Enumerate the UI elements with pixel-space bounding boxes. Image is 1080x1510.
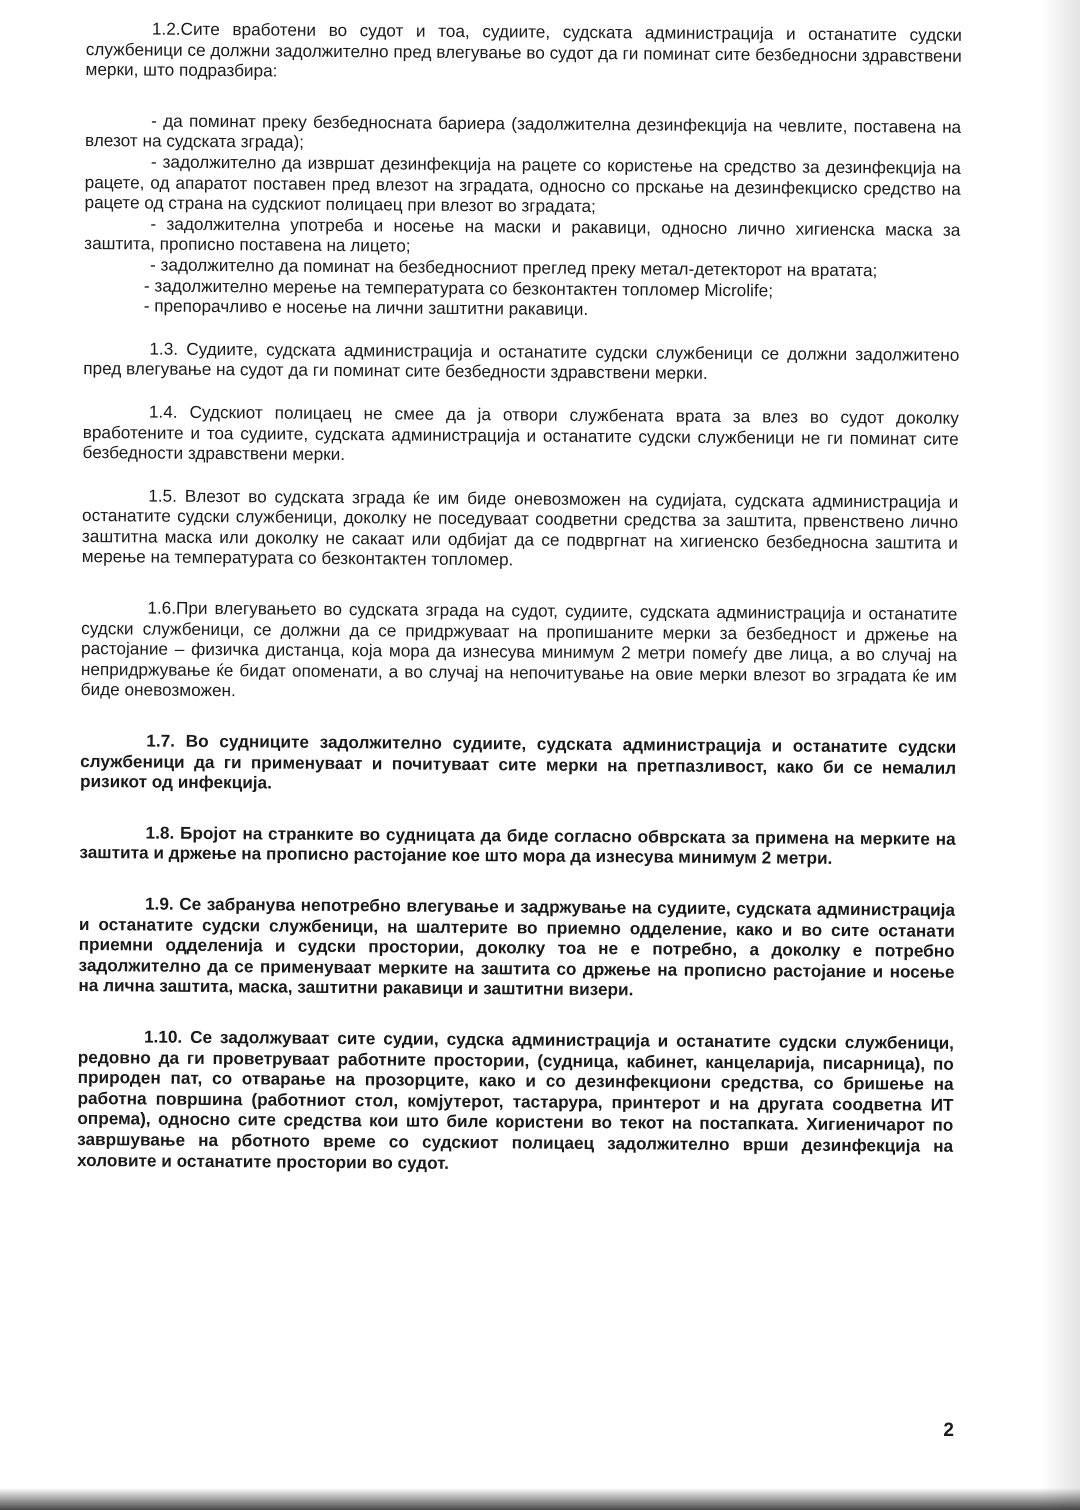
bullet-item: - задолжителна употреба и носење на маски и ракавици, односно лично хигиенска маска за заштита, прописно поставена на лицето;	[84, 213, 961, 256]
paragraph-1-3: 1.3. Судиите, судската администрација и останатите судски службеници се должни задолжитено пред влегување на судот да ги поминат сите безбедности здравствени мерки.	[83, 338, 960, 384]
document-body	[77, 18, 962, 1177]
scan-shadow-bottom	[0, 1488, 1080, 1510]
paragraph-1-6: 1.6.При влегувањето во судската зграда на судот, судиите, судската администрација и останатите судски службеници, се должни да се придржуваат на пропишаните мерки за безбедност и држење на растојание – физичка дистанца, која мора да изнесува минимум 2 метри помеѓу две лица, а во случај на непридржување ќе бидат опоменати, а во случај на непочитување на овие мерки влезот во зградата ќе им биде оневозможен.	[80, 597, 958, 701]
bullet-item: - задолжително да извршат дезинфекција на рацете со користење на средство за дезинфекција на рацете, од апаратот поставен пред влезот на зградата, односно со прскање на дезинфекциско средство на рацете од страна на судскиот полицаец при влезот во зградата;	[84, 151, 961, 217]
bullet-item: - да поминат преку безбедносната бариера (задолжителна дезинфекција на чевлите, поставена на влезот на судската зграда);	[84, 110, 962, 153]
scan-shadow-right	[1040, 0, 1080, 1510]
paragraph-1-5: 1.5. Влезот во судската зграда ќе им биде оневозможен на судијата, судската администрација и останатите судски службеници, доколку не поседуваат соодветни средства за заштита, првенствено лично заштитна маска или доколку не сакаат или одбијат да се подвргнат на хигиенско безбедносна заштита и мерење на температурата со безконтактен топломер.	[81, 485, 959, 570]
paragraph-1-10: 1.10. Се задолжуваат сите судии, судска администрација и останатите судски службеници, редовно да ги проветруваат работните простории, (судница, кабинет, канцеларија, писарница), по природен пат, со отварање на прозорците, како и со дезинфекциони средства, со бришење на работна површина (работниот стол, комјутерот, тастарура, принтерот и на другата соодветна ИТ опрема), односно сите средства кои што биле користени во текот на постапката. Хигиеничарот по завршување на рботното време со судскиот полицаец задолжително врши дезинфекција на холовите и останатите простории во судот.	[76, 1026, 955, 1173]
paragraph-1-9: 1.9. Се забранува непотребно влегување и задржување на судиите, судската администрација и останатите судски службеници, на шалтерите во приемно одделение, како и во сите останати приемни одделенија и судски простории, доколку тоа не е потребно, а доколку е потребно задолжително да се применуваат мерките на заштита со држење на прописно растојание и носење на лична заштита, маска, заштитни ракавици и заштитни визери.	[78, 893, 956, 1000]
paragraph-1-4: 1.4. Судскиот полицаец не смее да ја отвори службената врата за влез во судот доколку вработените и тоа судиите, судската администрација и останатите судски службеници не ги поминат сите безбедности здравствени мерки.	[82, 401, 959, 465]
paragraph-1-8: 1.8. Бројот на странките во судницата да биде согласно обврската за примена на мерките на заштита и држење на прописно растојание кое што мора да изнесува минимум 2 метри.	[79, 822, 956, 869]
bullet-item: - задолжително мерење на температурата со безконтактен топломер Microlife;	[143, 274, 774, 300]
bullet-item: - задолжително да поминат на безбедносниот преглед преку метал-детекторот на вратата;	[149, 254, 878, 281]
bullet-item: - препорачливо е носење на лични заштитни ракавици.	[143, 295, 589, 320]
paragraph-1-2: 1.2.Сите вработени во судот и тоа, судиите, судската администрација и останатите судски службеници се должни задолжително пред влегување во судот да ги поминат сите безбедносни здравствени мерки, што подразбира:	[85, 18, 962, 81]
page-number: 2	[943, 1420, 954, 1441]
paragraph-1-7: 1.7. Во судниците задолжително судиите, судската администрација и останатите судски службеници да ги применуваат и почитуваат сите мерки на претпазливост, како би се немалил ризикот од инфекција.	[79, 730, 957, 793]
